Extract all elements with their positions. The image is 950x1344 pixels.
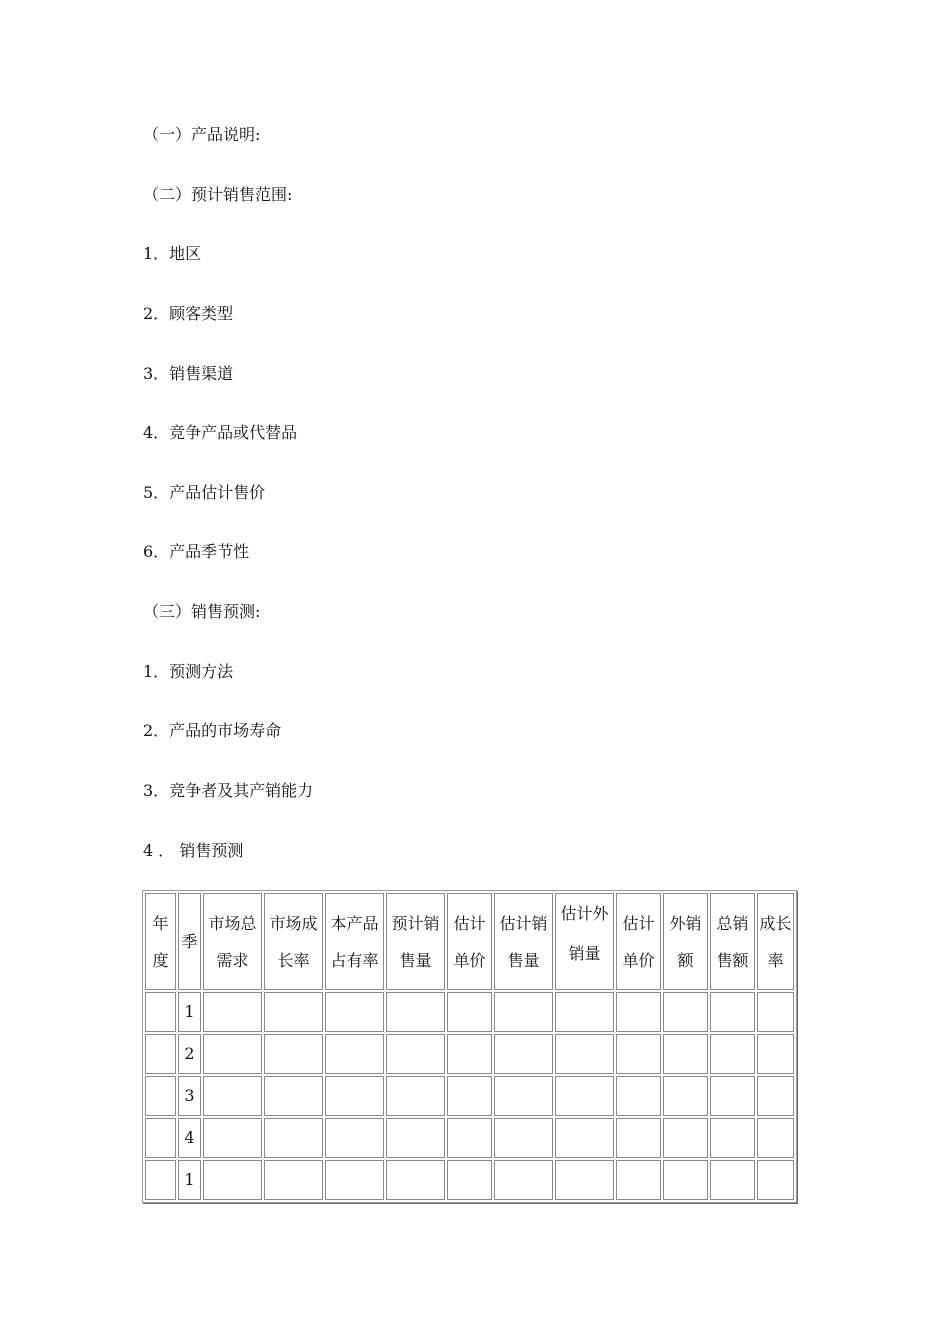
table-cell (386, 992, 445, 1032)
header-export-amount: 外销 额 (663, 893, 708, 990)
table-cell (386, 1034, 445, 1074)
table-cell (710, 1160, 755, 1200)
quarter-cell: 4 (178, 1118, 201, 1158)
table-cell (447, 1076, 492, 1116)
table-cell (616, 1118, 661, 1158)
table-cell (494, 992, 553, 1032)
forecast-item-competitors: 3．竞争者及其产销能力 (143, 781, 314, 800)
table-cell (616, 1076, 661, 1116)
table-cell (264, 992, 323, 1032)
table-cell (203, 1118, 262, 1158)
table-cell (447, 1034, 492, 1074)
table-cell (325, 1160, 384, 1200)
table-cell (447, 992, 492, 1032)
table-row (145, 1160, 794, 1200)
table-cell (757, 1118, 794, 1158)
quarter-cell: 1 (178, 992, 201, 1032)
table-cell (386, 1118, 445, 1158)
range-item-seasonality: 6．产品季节性 (143, 542, 250, 561)
table-cell (616, 992, 661, 1032)
table-cell (757, 1160, 794, 1200)
forecast-item-method: 1．预测方法 (143, 662, 234, 681)
header-market-share: 本产品 占有率 (325, 893, 384, 990)
header-export-volume: 估计外 销量 (555, 893, 614, 990)
table-cell (710, 1034, 755, 1074)
table-cell (663, 1160, 708, 1200)
header-year: 年 度 (145, 893, 176, 990)
table-cell (145, 1160, 176, 1200)
table-cell (757, 1076, 794, 1116)
sales-forecast-table (142, 890, 797, 1203)
table-cell (757, 992, 794, 1032)
header-growth-rate: 成长 率 (757, 893, 794, 990)
table-cell (447, 1160, 492, 1200)
quarter-cell: 2 (178, 1034, 201, 1074)
range-item-estimated-price: 5．产品估计售价 (143, 483, 266, 502)
table-cell (663, 1034, 708, 1074)
range-item-sales-channel: 3．销售渠道 (143, 364, 234, 383)
table-cell (710, 1076, 755, 1116)
table-cell (663, 1118, 708, 1158)
table-row (145, 992, 794, 1032)
table-cell (386, 1160, 445, 1200)
table-cell (663, 1076, 708, 1116)
section-sales-forecast: （三）销售预测: (143, 602, 261, 621)
table-cell (663, 992, 708, 1032)
forecast-item-market-life: 2．产品的市场寿命 (143, 721, 282, 740)
table-cell (264, 1118, 323, 1158)
range-item-region: 1．地区 (143, 244, 202, 263)
range-item-customer-type: 2．顾客类型 (143, 304, 234, 323)
table-cell (555, 1118, 614, 1158)
table-cell (555, 1160, 614, 1200)
table-cell (325, 1118, 384, 1158)
table-cell (203, 1034, 262, 1074)
table-header-row (145, 893, 794, 990)
header-quarter: 季 (178, 893, 201, 990)
table-cell (325, 1076, 384, 1116)
table-cell (203, 1160, 262, 1200)
header-estimated-volume: 估计销 售量 (494, 893, 553, 990)
section-product-description: （一）产品说明: (143, 125, 261, 144)
header-export-unit-price: 估计 单价 (616, 893, 661, 990)
table-cell (447, 1118, 492, 1158)
table-cell (386, 1076, 445, 1116)
forecast-item-sales-forecast: 4 ． 销售预测 (143, 841, 244, 860)
quarter-cell: 3 (178, 1076, 201, 1116)
header-market-growth: 市场成 长率 (264, 893, 323, 990)
table-cell (494, 1076, 553, 1116)
table-cell (203, 992, 262, 1032)
section-sales-range: （二）预计销售范围: (143, 185, 293, 204)
table-cell (494, 1034, 553, 1074)
table-cell (145, 992, 176, 1032)
table-cell (264, 1034, 323, 1074)
table-row (145, 1034, 794, 1074)
table-cell (145, 1034, 176, 1074)
table-cell (325, 992, 384, 1032)
table-cell (264, 1160, 323, 1200)
table-cell (555, 1034, 614, 1074)
header-total-sales: 总销 售额 (710, 893, 755, 990)
table-cell (616, 1034, 661, 1074)
table-cell (710, 992, 755, 1032)
table-cell (494, 1118, 553, 1158)
header-projected-volume: 预计销 售量 (386, 893, 445, 990)
table-cell (145, 1118, 176, 1158)
table-cell (555, 1076, 614, 1116)
table-cell (203, 1076, 262, 1116)
table-cell (325, 1034, 384, 1074)
header-unit-price: 估计 单价 (447, 893, 492, 990)
header-market-demand: 市场总 需求 (203, 893, 262, 990)
table-cell (264, 1076, 323, 1116)
table-row (145, 1076, 794, 1116)
table-cell (757, 1034, 794, 1074)
table-cell (616, 1160, 661, 1200)
table-cell (494, 1160, 553, 1200)
table-cell (555, 992, 614, 1032)
table-row (145, 1118, 794, 1158)
table-cell (710, 1118, 755, 1158)
range-item-competing-products: 4．竞争产品或代替品 (143, 423, 298, 442)
table-cell (145, 1076, 176, 1116)
quarter-cell: 1 (178, 1160, 201, 1200)
